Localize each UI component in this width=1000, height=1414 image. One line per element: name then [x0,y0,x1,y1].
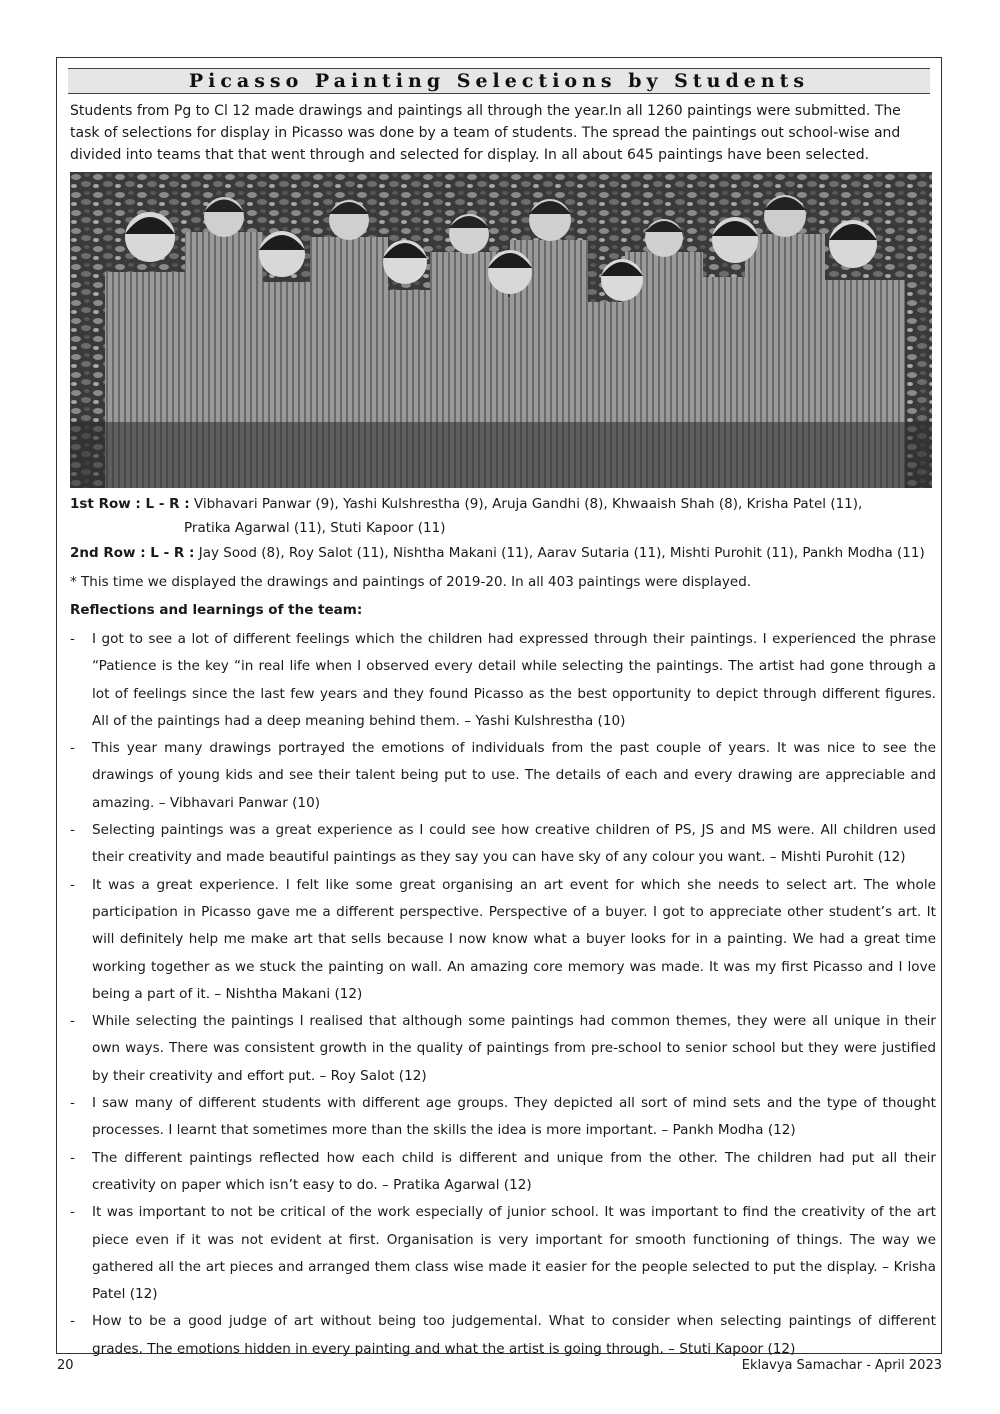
publication-footer: Eklavya Samachar - April 2023 [741,1358,942,1373]
reflection-item: - This year many drawings portrayed the emotions of individuals from the past couple of years. It was nice to see the drawings of young kids and see their talent being put to use. The details of each and every drawing are appreciable and amazing. – Vibhavari Panwar (10) [56,735,936,817]
caption-row-1 [70,492,940,516]
caption-row-2-names: Jay Sood (8), Roy Salot (11), Nishtha Makani (11), Aarav Sutaria (11), Mishti Purohit (11), Pankh Modha (11) [198,545,925,561]
group-photo-image [70,172,932,488]
intro-paragraph: Students from Pg to Cl 12 made drawings and paintings all through the year.In all 1260 paintings were submitted. The task of selections for display in Picasso was done by a team of students. The spread the paintings out school-wise and divided into teams that that went through and selected for display. In all about 645 paintings have been selected. [70,103,901,163]
article-title-bar [68,68,930,94]
caption-row-1-names: Vibhavari Panwar (9), Yashi Kulshrestha (9), Aruja Gandhi (8), Khwaaish Shah (8), Krisha Patel (11), [193,496,863,512]
reflection-item: - How to be a good judge of art without being too judgemental. What to consider when selecting paintings of different grades. The emotions hidden in every painting and what the artist is going through. – Stuti Kapoor (12) [56,1308,936,1363]
reflection-item: - I saw many of different students with different age groups. They depicted all sort of mind sets and the type of thought processes. I learnt that sometimes more than the skills the idea is more important. – Pankh Modha (12) [56,1090,936,1145]
reflection-item: - The different paintings reflected how each child is different and unique from the other. The children had put all their creativity on paper which isn’t easy to do. – Pratika Agarwal (12) [56,1145,936,1200]
page-number: 20 [57,1358,74,1373]
caption-row-1-label: 1st Row : L - R : [70,496,190,512]
caption-row-2-label: 2nd Row : L - R : [70,545,195,561]
caption-row-1-continued: Pratika Agarwal (11), Stuti Kapoor (11) [184,520,446,536]
display-note: * This time we displayed the drawings and paintings of 2019-20. In all 403 paintings were displayed. [70,574,752,590]
reflections-list [56,626,936,1363]
reflection-item: - It was important to not be critical of the work especially of junior school. It was important to find the creativity of the art piece even if it was not evident at first. Organisation is very important for smooth functioning of things. The way we gathered all the art pieces and arranged them class wise made it easier for the people selected to put the display. – Krisha Patel (12) [56,1199,936,1308]
reflections-heading: Reflections and learnings of the team: [70,602,363,618]
reflection-item: - Selecting paintings was a great experience as I could see how creative children of PS, JS and MS were. All children used their creativity and made beautiful paintings as they say you can have sky of any colour you want. – Mishti Purohit (12) [56,817,936,872]
reflection-item: - It was a great experience. I felt like some great organising an art event for which she needs to select art. The whole participation in Picasso gave me a different perspective. Perspective of a buyer. I got to appreciate other student’s art. It will definitely help me make art that sells because I now know what a buyer looks for in a painting. We had a great time working together as we stuck the painting on wall. An amazing core memory was made. It was my first Picasso and I love being a part of it. – Nishtha Makani (12) [56,872,936,1008]
caption-row-2 [70,541,940,565]
article-title: Picasso Painting Selections by Students [188,70,810,92]
group-photo [70,172,932,488]
reflection-item: - While selecting the paintings I realised that although some paintings had common themes, they were all unique in their own ways. There was consistent growth in the quality of paintings from pre-school to senior school but they were justified by their creativity and effort put. – Roy Salot (12) [56,1008,936,1090]
reflection-item: - I got to see a lot of different feelings which the children had expressed through their paintings. I experienced the phrase “Patience is the key “in real life when I observed every detail while selecting the paintings. The artist had gone through a lot of feelings since the last few years and they found Picasso as the best opportunity to depict through different figures. All of the paintings had a deep meaning behind them. – Yashi Kulshrestha (10) [56,626,936,735]
